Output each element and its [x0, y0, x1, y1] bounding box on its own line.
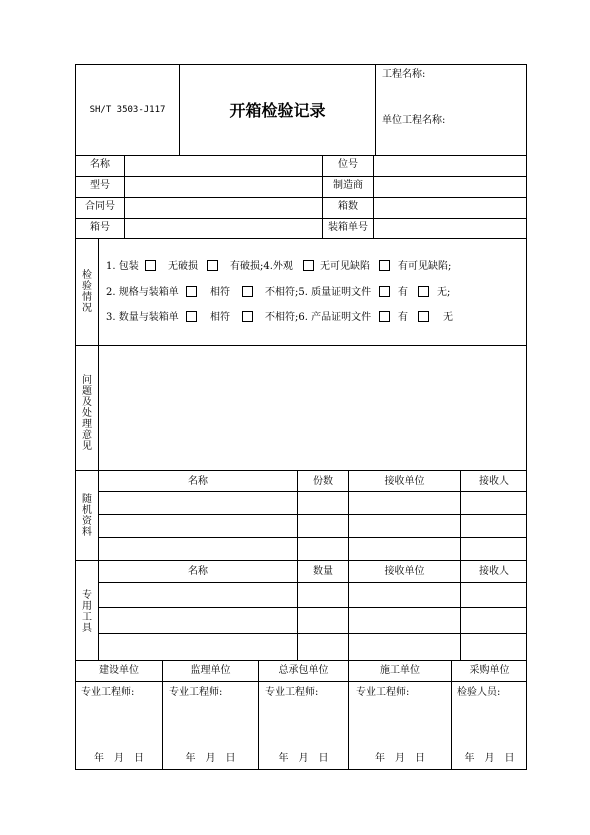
- name-label: 名称: [90, 159, 110, 170]
- section-label-column-line: [98, 238, 99, 660]
- unit-construction: 建设单位: [99, 665, 139, 676]
- row-line: [75, 681, 527, 682]
- checkbox-quantity-mismatch[interactable]: [242, 311, 253, 322]
- sign-date: 年 月 日: [278, 753, 329, 764]
- sign-date: 年 月 日: [185, 753, 236, 764]
- row-line: [75, 238, 527, 239]
- product-cert-no-label: 无: [443, 312, 453, 323]
- checkbox-quality-cert-yes[interactable]: [379, 286, 390, 297]
- unit-project-label: 单位工程名称:: [382, 115, 446, 126]
- header-divider: [375, 64, 376, 155]
- manufacturer-label: 制造商: [333, 180, 363, 191]
- visible-defect-label: 有可见缺陷;: [398, 261, 452, 272]
- row-line: [98, 582, 527, 583]
- project-name-label: 工程名称:: [382, 69, 426, 80]
- row-line: [98, 514, 527, 515]
- sign-date: 年 月 日: [464, 753, 515, 764]
- checkbox-no-visible-defect[interactable]: [303, 260, 314, 271]
- documents-col-receiving-unit: 接收单位: [384, 476, 425, 487]
- contract-no-label: 合同号: [85, 201, 115, 212]
- role-engineer: 专业工程师:: [356, 687, 410, 698]
- tools-col-receiving-unit: 接收单位: [384, 566, 425, 577]
- documents-col-name: 名称: [188, 476, 208, 487]
- row-line: [75, 176, 527, 177]
- checkbox-quality-cert-no[interactable]: [418, 286, 429, 297]
- unit-construction-contractor: 施工单位: [380, 665, 420, 676]
- unit-general-contractor: 总承包单位: [278, 665, 329, 676]
- row-line: [98, 607, 527, 608]
- quality-cert-yes-label: 有: [398, 287, 408, 298]
- packaging-label: 1. 包装: [106, 261, 139, 272]
- checkbox-packaging-undamaged[interactable]: [145, 260, 156, 271]
- role-engineer: 专业工程师:: [81, 687, 135, 698]
- box-count-label: 箱数: [338, 201, 358, 212]
- row-line: [98, 491, 527, 492]
- row-line: [75, 197, 527, 198]
- damaged-appearance-label: 有破损;4.外观: [230, 261, 293, 272]
- documents-col-copies: 份数: [313, 476, 333, 487]
- quantity-vs-packing-label: 3. 数量与装箱单: [106, 312, 179, 323]
- section-line: [75, 345, 527, 346]
- quantity-match-label: 相符: [210, 312, 230, 323]
- section-line: [75, 660, 527, 661]
- quality-cert-no-label: 无;: [437, 287, 451, 298]
- role-inspector: 检验人员:: [457, 687, 501, 698]
- box-no-label: 箱号: [90, 222, 110, 233]
- row-line: [75, 218, 527, 219]
- spec-vs-packing-label: 2. 规格与装箱单: [106, 287, 179, 298]
- checkbox-packaging-damaged[interactable]: [207, 260, 218, 271]
- issues-section-label: 问题及处理意见: [82, 375, 92, 452]
- unit-procurement: 采购单位: [469, 665, 510, 676]
- role-engineer: 专业工程师:: [265, 687, 319, 698]
- sign-date: 年 月 日: [375, 753, 425, 764]
- checkbox-product-cert-yes[interactable]: [379, 311, 390, 322]
- checkbox-visible-defect[interactable]: [379, 260, 390, 271]
- undamaged-label: 无破损: [168, 261, 198, 272]
- page-title: 开箱检验记录: [229, 101, 326, 120]
- col-line: [124, 155, 125, 238]
- checkbox-spec-match[interactable]: [186, 286, 197, 297]
- tools-col-name: 名称: [188, 566, 208, 577]
- quality-cert-label: 不相符;5. 质量证明文件: [265, 287, 372, 298]
- row-line: [98, 537, 527, 538]
- documents-col-receiver: 接收人: [479, 476, 509, 487]
- unit-supervision: 监理单位: [190, 665, 231, 676]
- inspection-section-label: 检验情况: [82, 270, 92, 314]
- row-line: [98, 633, 527, 634]
- col-line: [373, 155, 374, 238]
- checkbox-product-cert-no[interactable]: [418, 311, 429, 322]
- packing-list-no-label: 装箱单号: [328, 222, 368, 233]
- role-engineer: 专业工程师:: [169, 687, 223, 698]
- documents-section-label: 随机资料: [82, 494, 92, 538]
- checkbox-spec-mismatch[interactable]: [242, 286, 253, 297]
- tools-col-quantity: 数量: [313, 566, 333, 577]
- product-cert-yes-label: 有: [398, 312, 408, 323]
- model-label: 型号: [90, 180, 110, 191]
- product-cert-label: 不相符;6. 产品证明文件: [265, 312, 372, 323]
- position-no-label: 位号: [338, 159, 358, 170]
- checkbox-quantity-match[interactable]: [186, 311, 197, 322]
- sign-date: 年 月 日: [94, 753, 144, 764]
- no-visible-defect-label: 无可见缺陷: [320, 261, 370, 272]
- form-code: SH/T 3503-J117: [89, 105, 166, 115]
- tools-col-receiver: 接收人: [479, 566, 509, 577]
- header-bottom-line: [75, 155, 527, 156]
- tools-section-label: 专用工具: [82, 590, 92, 634]
- spec-match-label: 相符: [210, 287, 230, 298]
